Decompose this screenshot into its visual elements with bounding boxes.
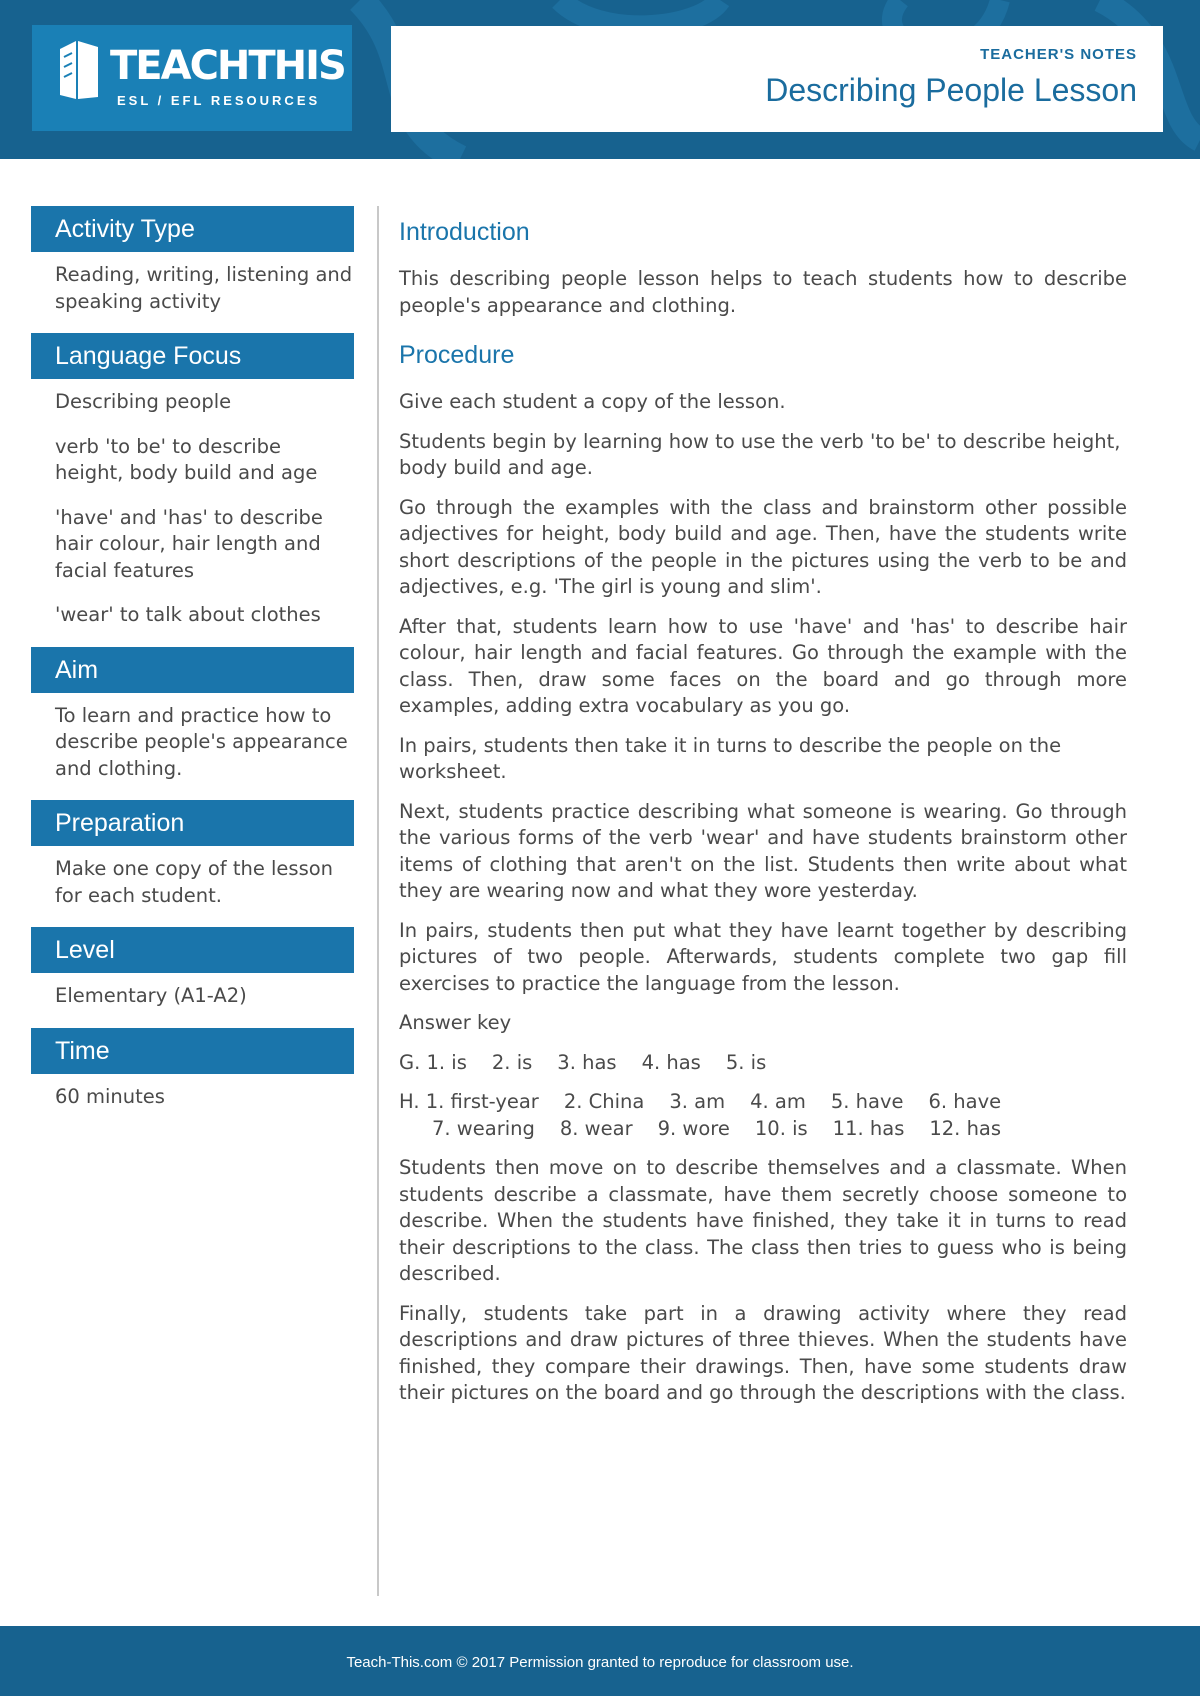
answer-item: 2. is: [491, 1050, 533, 1074]
answer-item: 4. am: [750, 1090, 806, 1113]
time-body: [31, 1074, 354, 1111]
language-focus-body: [31, 379, 354, 629]
answer-item: 3. has: [557, 1050, 617, 1074]
procedure-paragraph: Students begin by learning how to use the verb 'to be' to describe height, body build and age.: [399, 429, 1121, 479]
preparation-heading: Preparation: [31, 800, 354, 846]
language-focus-item: 'have' and 'has' to describe hair colour, hair length and facial features: [55, 505, 323, 582]
procedure-heading: Procedure: [399, 341, 515, 369]
logo-subtitle: ESL / EFL RESOURCES: [117, 93, 321, 108]
activity-type-body: [31, 252, 354, 315]
language-focus-heading: Language Focus: [31, 333, 354, 379]
answer-item: 8. wear: [559, 1116, 633, 1140]
page-footer: [0, 1626, 1200, 1696]
closing-paragraph: Students then move on to describe themselves and a classmate. When students describe a classmate, have them secretly choose someone to describe. When the students have finished, they take it in turns to read their descriptions to the class. The class then tries to guess who is being described.: [399, 1156, 1127, 1285]
answer-item: 9. wore: [657, 1116, 730, 1140]
logo-wordmark: TEACHTHIS: [110, 43, 345, 89]
introduction-heading: Introduction: [399, 218, 530, 246]
procedure-paragraph: After that, students learn how to use 'have' and 'has' to describe hair colour, hair length and facial features. Go through the example with the class. Then, draw some faces on the board and go through more examples, adding extra vocabulary as you go.: [399, 614, 1127, 717]
aim-text: To learn and practice how to describe people's appearance and clothing.: [55, 703, 348, 780]
procedure-paragraph: Give each student a copy of the lesson.: [399, 390, 786, 413]
procedure-paragraph: Go through the examples with the class and brainstorm other possible adjectives for height, body build and age. Then, have the students write short descriptions of the people in the pictures using the verb to be and adjectives, e.g. 'The girl is young and slim'.: [399, 495, 1127, 598]
activity-type-heading: Activity Type: [31, 206, 354, 252]
language-focus-item: verb 'to be' to describe height, body build and age: [55, 434, 318, 484]
title-box: [391, 26, 1163, 132]
preparation-body: [31, 846, 354, 909]
language-focus-item: Describing people: [55, 390, 232, 413]
answer-item: 6. have: [928, 1090, 1002, 1113]
answer-item: 11. has: [832, 1116, 905, 1140]
sidebar: [31, 206, 354, 1128]
answer-item: 4. has: [641, 1050, 701, 1074]
page-title: Describing People Lesson: [765, 72, 1137, 108]
answer-key-h: [399, 1089, 1127, 1142]
book-logo-icon: [54, 39, 104, 103]
activity-type-text: Reading, writing, listening and speaking activity: [55, 263, 353, 313]
answer-key-g: [399, 1050, 1127, 1077]
procedure-paragraph: Next, students practice describing what someone is wearing. Go through the various forms of the verb 'wear' and have students brainstorm other items of clothing that aren't on the list. Students then write about what they are wearing now and what they wore yesterday.: [399, 799, 1127, 902]
time-heading: Time: [31, 1028, 354, 1074]
aim-heading: Aim: [31, 647, 354, 693]
introduction-text: This describing people lesson helps to teach students how to describe people's appearance and clothing.: [399, 267, 1127, 317]
copyright-text: Teach-This.com © 2017 Permission granted to reproduce for classroom use.: [346, 1654, 854, 1671]
answer-item: 5. is: [725, 1050, 767, 1074]
answer-item: H. 1. first-year: [399, 1090, 539, 1113]
answer-item: G. 1. is: [399, 1050, 467, 1074]
procedure-paragraph: In pairs, students then put what they have learnt together by describing pictures of two people. Afterwards, students complete two gap fill exercises to practice the language from the lesson.: [399, 918, 1127, 995]
aim-body: [31, 693, 354, 783]
answer-key-label: Answer key: [399, 1011, 512, 1034]
answer-item: 5. have: [830, 1090, 904, 1113]
teachers-notes-label: TEACHER'S NOTES: [980, 46, 1137, 63]
closing-paragraph: Finally, students take part in a drawing activity where they read descriptions and draw pictures of three thieves. When the students have finished, they compare their drawings. Then, have some students draw their pictures on the board and go through the descriptions with the class.: [399, 1301, 1127, 1404]
answer-item: 12. has: [929, 1116, 1002, 1140]
answer-item: 7. wearing: [432, 1116, 535, 1140]
preparation-text: Make one copy of the lesson for each student.: [55, 857, 334, 907]
page-header: [0, 0, 1200, 159]
column-divider: [377, 206, 379, 1596]
level-body: [31, 973, 354, 1010]
time-text: 60 minutes: [55, 1084, 165, 1108]
main-content: [399, 212, 1127, 1420]
level-text: Elementary (A1-A2): [55, 984, 247, 1007]
answer-item: 10. is: [754, 1116, 808, 1140]
language-focus-item: 'wear' to talk about clothes: [55, 603, 321, 626]
procedure-paragraph: In pairs, students then take it in turns to describe the people on the worksheet.: [399, 733, 1062, 783]
teachthis-logo[interactable]: [32, 25, 352, 131]
level-heading: Level: [31, 927, 354, 973]
answer-item: 3. am: [669, 1090, 726, 1113]
answer-item: 2. China: [563, 1090, 645, 1113]
